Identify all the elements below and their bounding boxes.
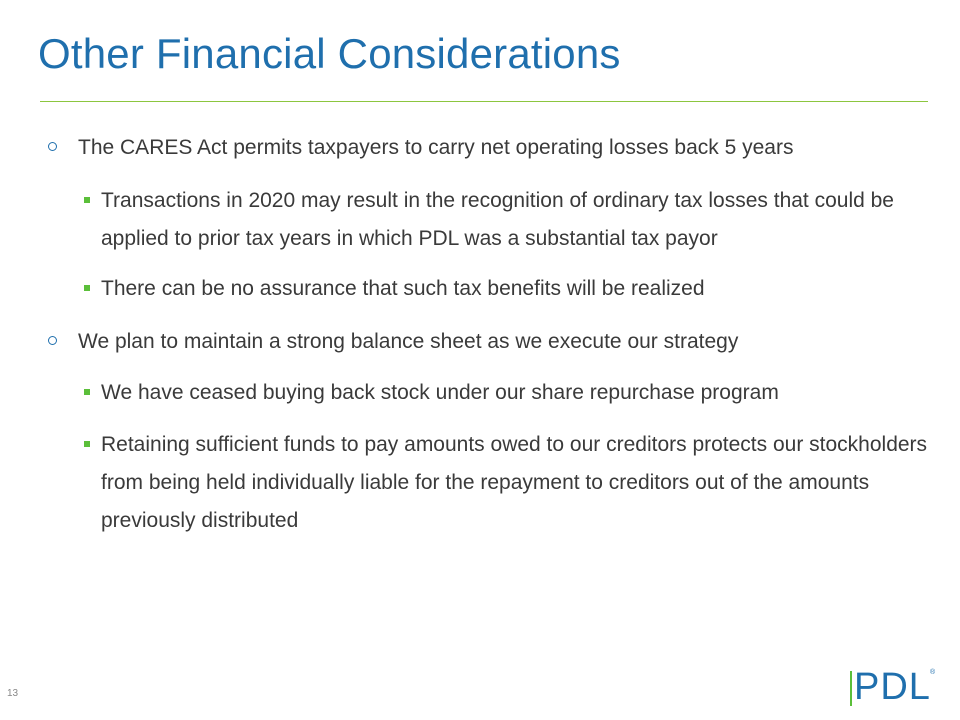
bullet-text: We plan to maintain a strong balance sheet as we execute our strategy	[78, 330, 739, 353]
pdl-logo	[850, 666, 936, 708]
sub-bullet-text: There can be no assurance that such tax benefits will be realized	[101, 277, 705, 300]
square-bullet-icon	[84, 389, 90, 395]
slide-title: Other Financial Considerations	[38, 30, 621, 77]
sub-bullet-text: We have ceased buying back stock under our share repurchase program	[101, 381, 779, 404]
square-bullet-icon	[84, 285, 90, 291]
circle-bullet-icon	[48, 142, 57, 151]
logo-wordmark: PDL	[854, 666, 931, 708]
square-bullet-icon	[84, 197, 90, 203]
bullet-text: The CARES Act permits taxpayers to carry net operating losses back 5 years	[78, 136, 794, 159]
registered-mark: ®	[930, 669, 936, 676]
sub-bullet-text: Transactions in 2020 may result in the recognition of ordinary tax losses that could be applied to prior tax years in which PDL was a substantial tax payor	[101, 189, 894, 250]
logo-accent-bar	[850, 671, 852, 706]
square-bullet-icon	[84, 441, 90, 447]
sub-bullet-text: Retaining sufficient funds to pay amounts owed to our creditors protects our stockholders from being held individually liable for the repayment to creditors out of the amounts previously distributed	[101, 433, 928, 532]
circle-bullet-icon	[48, 336, 57, 345]
page-number: 13	[7, 688, 19, 699]
